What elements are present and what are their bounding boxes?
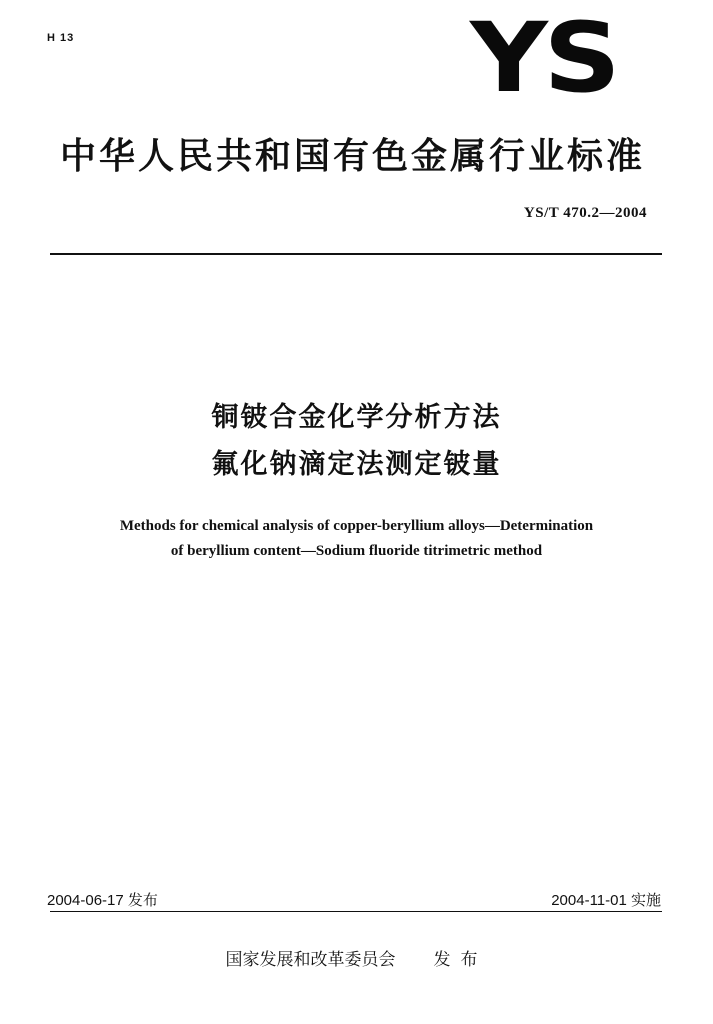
bottom-divider <box>50 911 662 912</box>
standard-body-title: 中华人民共和国有色金属行业标准 <box>60 136 646 177</box>
ys-logo: YS <box>470 2 617 114</box>
standard-number: YS/T 470.2—2004 <box>523 205 647 221</box>
chinese-title-line-1: 铜铍合金化学分析方法 <box>211 402 502 433</box>
implementation-date: 2004-11-01 实施 <box>551 892 661 909</box>
publisher-name: 国家发展和改革委员会 <box>225 950 396 970</box>
english-title-line-1: Methods for chemical analysis of copper-beryllium alloys—Determination <box>119 518 594 534</box>
publish-action: 发布 <box>433 950 488 970</box>
top-divider <box>50 253 662 255</box>
english-title-line-2: of beryllium content—Sodium fluoride titrimetric method <box>170 543 543 559</box>
chinese-title-line-2: 氟化钠滴定法测定铍量 <box>211 449 502 480</box>
publisher-line <box>0 945 713 970</box>
ccs-code: H 13 <box>47 32 75 44</box>
issue-date: 2004-06-17 发布 <box>47 892 158 909</box>
